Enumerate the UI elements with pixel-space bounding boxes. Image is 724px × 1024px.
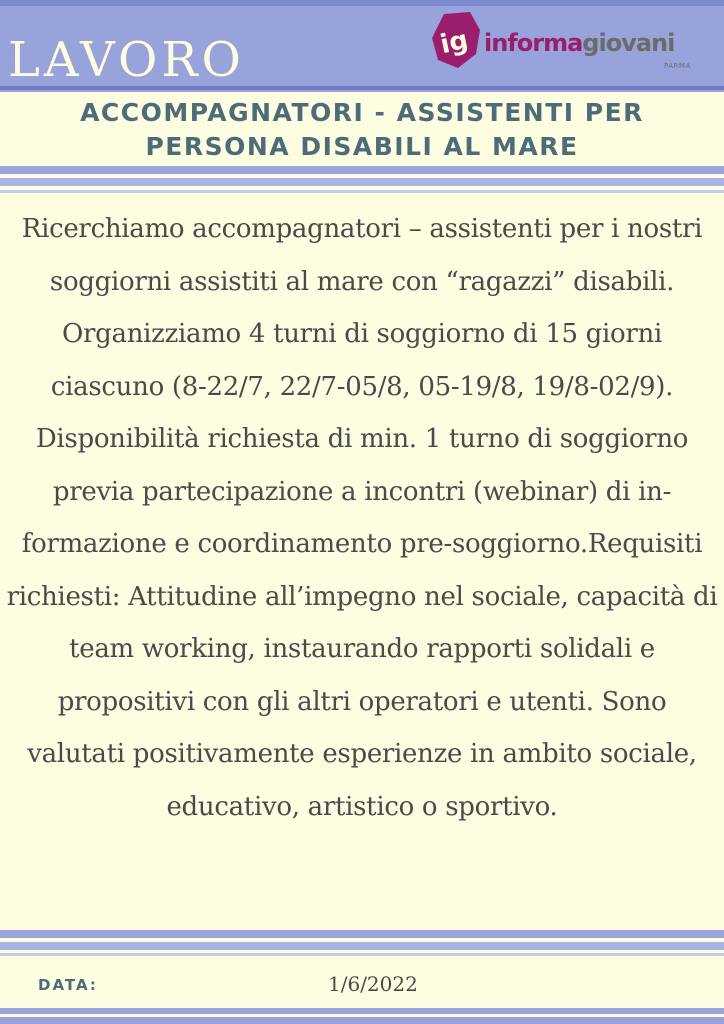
category-title: LAVORO [8,32,245,88]
logo-mark-letters: ig [437,25,471,61]
logo-word-informa: informa [484,29,583,57]
ig-logo-mark-icon [430,10,484,70]
logo-wordmark [484,28,674,58]
logo-word-giovani: giovani [582,29,675,57]
separator-stripe [0,190,724,193]
footer-band [0,1017,724,1024]
separator-stripe [0,953,724,956]
separator-stripe [0,930,724,938]
separator-stripe [0,178,724,186]
job-title [20,96,704,164]
date-value: 1/6/2022 [328,972,418,996]
footer-band [0,1008,724,1014]
separator-stripe [0,166,724,174]
job-title-line-1: ACCOMPAGNATORI - ASSISTENTI PER [80,98,644,127]
header-band-top-line [0,0,724,6]
informagiovani-logo [430,10,700,76]
job-description: Ricerchiamo accompagnatori – assistenti per i nostri soggiorni assistiti al mare con “ragazzi” disabili. Organizziamo 4 turni di soggiorno di 15 giorni ciascuno (8-22/7, 22/7-05/8, 05-19/8, 19/8-02/9). Disponibilità richiesta di min. 1 turno di soggiorno previa partecipazione a incontri (webinar) di in-formazione e coordinamento pre-soggiorno.Requisiti richiesti: Attitudine all’impegno nel sociale, capacità di team working, instaurando rapporti solidali e propositivi con gli altri operatori e utenti. Sono valutati positivamente esperienze in ambito sociale, educativo, artistico o sportivo. [6,214,718,822]
job-title-line-2: PERSONA DISABILI AL MARE [145,132,579,161]
date-label: DATA: [38,976,98,994]
separator-stripe [0,942,724,950]
logo-subtitle: PARMA [664,62,691,70]
